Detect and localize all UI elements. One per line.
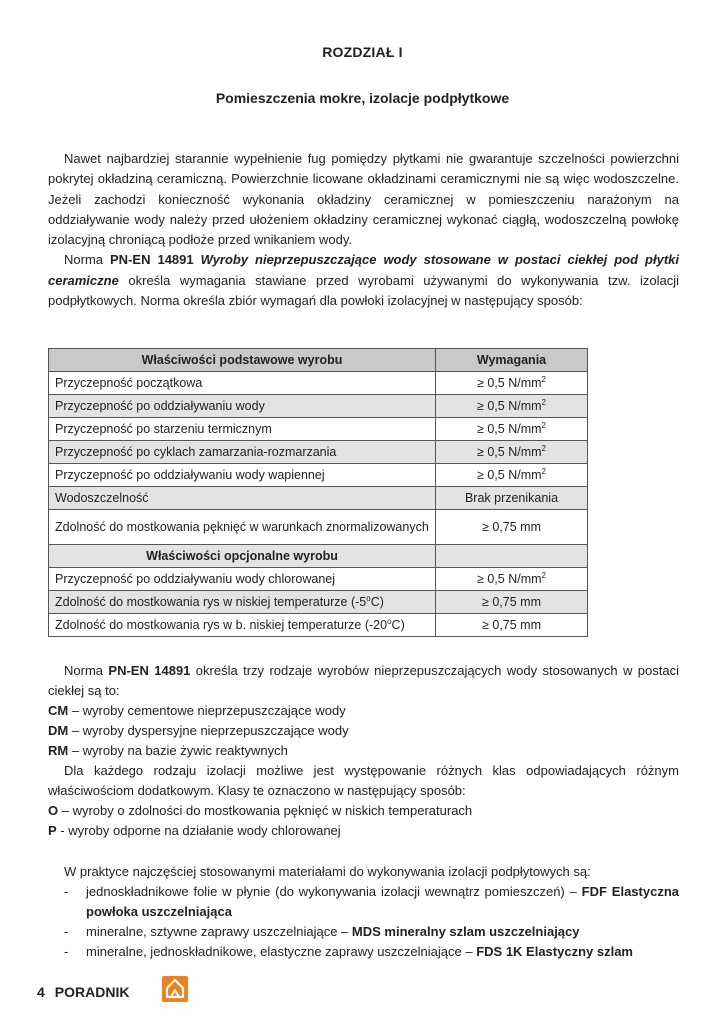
requirement-cell: ≥ 0,75 mm (436, 614, 588, 637)
table-row (49, 591, 588, 614)
list-item: - jednoskładnikowe folie w płynie (do wykonywania izolacji wewnątrz pomieszczeń) – FDF Elastyczna powłoka uszczelniająca (64, 884, 679, 919)
property-cell: Przyczepność po starzeniu termicznym (49, 418, 436, 441)
brand-logo-icon (162, 976, 188, 1002)
intro-paragraph-2 (48, 250, 679, 311)
chapter-title: ROZDZIAŁ I (322, 44, 403, 60)
norm-title: Wyroby nieprzepuszczające wody stosowane w postaci ciekłej pod płytki ceramiczne (48, 252, 679, 288)
property-cell: Przyczepność po oddziaływaniu wody chlorowanej (49, 568, 436, 591)
page-number: 4 (37, 984, 45, 1000)
practice-section (48, 862, 679, 962)
list-item: DM – wyroby dyspersyjne nieprzepuszczające wody (48, 723, 349, 738)
page-footer (37, 984, 139, 1000)
requirement-cell: ≥ 0,5 $N/mm^2$ (436, 372, 588, 395)
table-header-row (49, 349, 588, 372)
requirement-cell: ≥ 0,5 $N/mm^2$ (436, 395, 588, 418)
property-cell: Zdolność do mostkowania pęknięć w warunkach znormalizowanych (49, 510, 436, 545)
property-cell: Przyczepność po oddziaływaniu wody wapiennej (49, 464, 436, 487)
requirement-cell: Brak przenikania (436, 487, 588, 510)
property-cell: Przyczepność początkowa (49, 372, 436, 395)
footer-label: PORADNIK (54, 984, 130, 1000)
list-item: CM – wyroby cementowe nieprzepuszczające wody (48, 703, 346, 718)
list-item: - mineralne, jednoskładnikowe, elastyczne zaprawy uszczelniające – FDS 1K Elastyczny szlam (64, 944, 633, 959)
table-row (49, 441, 588, 464)
table-row (49, 510, 588, 545)
requirement-cell: ≥ 0,5 $N/mm^2$ (436, 441, 588, 464)
property-cell: Wodoszczelność (49, 487, 436, 510)
norm-prefix: Norma (64, 252, 111, 268)
table-row (49, 568, 588, 591)
requirement-cell: ≥ 0,75 mm (436, 591, 588, 614)
property-cell: Zdolność do mostkowania rys w b. niskiej temperaturze (-20$^o$C) (49, 614, 436, 637)
intro-text (48, 149, 679, 311)
requirements-table (48, 348, 588, 637)
table-row (49, 372, 588, 395)
requirement-cell: ≥ 0,5 $N/mm^2$ (436, 418, 588, 441)
table-row (49, 487, 588, 510)
property-cell: Zdolność do mostkowania rys w niskiej temperaturze (-5$^o$C) (49, 591, 436, 614)
table-header-requirement: Wymagania (436, 349, 588, 372)
requirement-cell: ≥ 0,5 $N/mm^2$ (436, 464, 588, 487)
list-item: P - wyroby odporne na działanie wody chlorowanej (48, 823, 341, 838)
list-item: RM – wyroby na bazie żywic reaktywnych (48, 743, 288, 758)
classes-intro: Dla każdego rodzaju izolacji możliwe jest występowanie różnych klas odpowiadających różnym właściwościom dodatkowym. Klasy te oznaczono w następujący sposób: (48, 763, 679, 798)
types-intro: Norma PN-EN 14891 określa trzy rodzaje wyrobów nieprzepuszczających wody stosowanych w postaci ciekłej są to: (48, 663, 679, 698)
intro-paragraph-1: Nawet najbardziej starannie wypełnienie fug pomiędzy płytkami nie gwarantuje szczelności powierzchni pokrytej okładziną ceramiczną. Powierzchnie licowane okładzinami ceramicznymi nie są więc wodoszczelne. Jeżeli zachodzi konieczność wykonania okładziny ceramicznej w pomieszczeniu narażonym na oddziaływanie wody należy przed ułożeniem okładziny ceramicznej wykonać ciągłą, wodoszczelną powłokę izolacyjną chroniącą podłoże przed wnikaniem wody. (48, 151, 679, 248)
section-subtitle: Pomieszczenia mokre, izolacje podpłytkowe (215, 90, 510, 106)
empty-cell (436, 545, 588, 568)
table-row (49, 614, 588, 637)
property-cell: Przyczepność po oddziaływaniu wody (49, 395, 436, 418)
list-item: O – wyroby o zdolności do mostkowania pęknięć w niskich temperaturach (48, 803, 473, 818)
norm-code: PN-EN 14891 (110, 252, 194, 268)
norm-description: określa wymagania stawiane przed wyrobami używanymi do wykonywania tzw. izolacji podpłytkowych. Norma określa zbiór wymagań dla powłoki izolacyjnej w następujący sposób: (48, 272, 679, 309)
property-cell: Przyczepność po cyklach zamarzania-rozmarzania (49, 441, 436, 464)
optional-header-row (49, 545, 588, 568)
table-row (49, 464, 588, 487)
table-row (49, 418, 588, 441)
product-types-section (48, 661, 679, 841)
optional-properties-heading: Właściwości opcjonalne wyrobu (49, 545, 436, 568)
requirement-cell: ≥ 0,75 mm (436, 510, 588, 545)
table-header-property: Właściwości podstawowe wyrobu (49, 349, 436, 372)
requirement-cell: ≥ 0,5 $N/mm^2$ (436, 568, 588, 591)
practice-intro: W praktyce najczęściej stosowanymi materiałami do wykonywania izolacji podpłytowych są: (64, 864, 591, 879)
table-row (49, 395, 588, 418)
list-item: - mineralne, sztywne zaprawy uszczelniające – MDS mineralny szlam uszczelniający (64, 924, 580, 939)
